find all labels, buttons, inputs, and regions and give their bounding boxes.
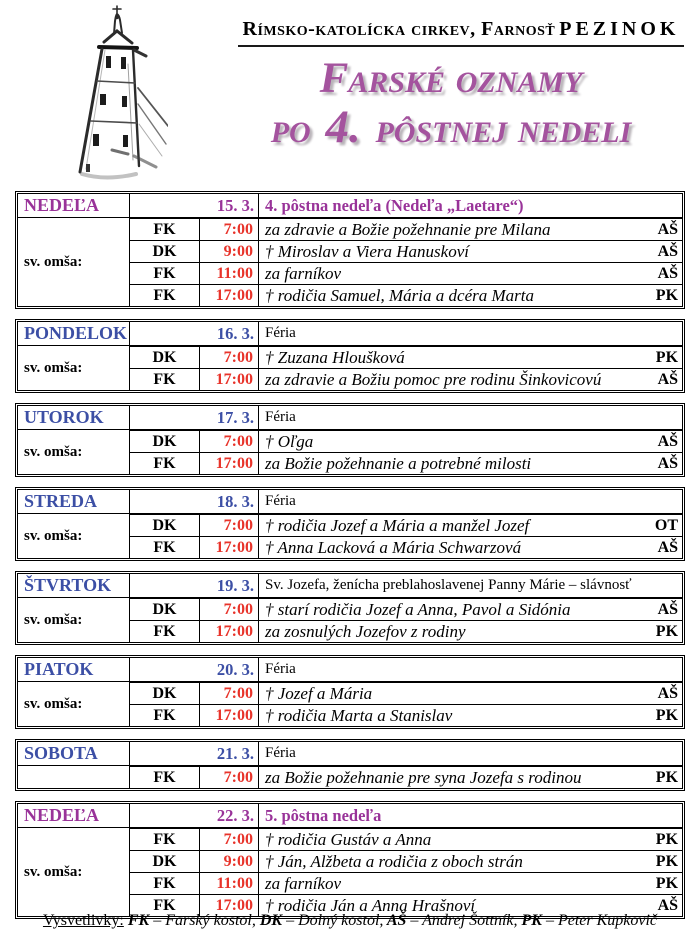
mass-place: FK (130, 872, 200, 894)
mass-time: 17:00 (200, 704, 259, 726)
mass-place: FK (130, 368, 200, 390)
day-table (18, 194, 682, 306)
mass-place: DK (130, 514, 200, 536)
mass-row (18, 682, 682, 704)
mass-time: 7:00 (200, 828, 259, 850)
mass-priest: PK (639, 704, 682, 726)
mass-time: 17:00 (200, 452, 259, 474)
day-table (18, 804, 682, 916)
mass-time: 7:00 (200, 430, 259, 452)
mass-place: DK (130, 598, 200, 620)
mass-place: FK (130, 704, 200, 726)
mass-row (18, 346, 682, 368)
legend-separator: – (541, 912, 558, 929)
title-line-1: Farské oznamy (319, 55, 583, 102)
legend-abbr: DK (255, 912, 283, 929)
day-header-row (18, 742, 682, 766)
mass-time: 11:00 (200, 872, 259, 894)
day-header-row (18, 194, 682, 218)
day-name: ŠTVRTOK (18, 574, 130, 598)
mass-priest: PK (639, 284, 682, 306)
day-table-4 (15, 571, 685, 645)
mass-label: sv. omša: (18, 430, 130, 474)
day-feast: Féria (259, 490, 682, 514)
mass-row (18, 766, 682, 788)
day-date: 16. 3. (130, 322, 259, 346)
day-name: NEDEĽA (18, 194, 130, 218)
legend (0, 912, 700, 930)
mass-intention: za zdravie a Božie požehnanie pre Milana (259, 218, 639, 240)
day-date: 18. 3. (130, 490, 259, 514)
mass-row (18, 430, 682, 452)
mass-intention: † rodičia Ján a Anna Hrašnoví (259, 894, 639, 916)
schedule-tables (15, 191, 685, 929)
day-feast: Sv. Jozefa, ženícha preblahoslavenej Panny Márie – slávnosť (259, 574, 682, 598)
day-table (18, 742, 682, 788)
day-feast: 5. pôstna nedeľa (259, 804, 682, 828)
mass-place: FK (130, 218, 200, 240)
mass-label (18, 766, 130, 788)
mass-place: FK (130, 620, 200, 642)
mass-time: 9:00 (200, 850, 259, 872)
day-table-3 (15, 487, 685, 561)
mass-place: DK (130, 682, 200, 704)
church-tower-sketch-icon (16, 4, 168, 184)
mass-intention: † rodičia Jozef a Mária a manžel Jozef (259, 514, 639, 536)
day-table (18, 574, 682, 642)
organization-header (238, 18, 684, 47)
mass-priest: PK (639, 850, 682, 872)
day-name: SOBOTA (18, 742, 130, 766)
day-date: 17. 3. (130, 406, 259, 430)
day-feast: Féria (259, 658, 682, 682)
mass-label: sv. omša: (18, 682, 130, 726)
title-prefix: po (270, 105, 311, 153)
day-feast: Féria (259, 406, 682, 430)
mass-time: 7:00 (200, 598, 259, 620)
mass-place: FK (130, 894, 200, 916)
legend-meaning: Dolný kostol (298, 912, 380, 929)
legend-label: Vysvetlivky: (42, 912, 124, 929)
day-feast: Féria (259, 322, 682, 346)
day-table (18, 406, 682, 474)
day-header-row (18, 804, 682, 828)
mass-time: 17:00 (200, 368, 259, 390)
mass-row (18, 598, 682, 620)
legend-delimiter: , (251, 912, 256, 929)
legend-delimiter: , (513, 912, 518, 929)
mass-intention: za farníkov (259, 262, 639, 284)
mass-intention: za zosnulých Jozefov z rodiny (259, 620, 639, 642)
legend-abbr: PK (517, 912, 542, 929)
mass-time: 7:00 (200, 766, 259, 788)
mass-place: FK (130, 766, 200, 788)
day-header-row (18, 322, 682, 346)
mass-row (18, 514, 682, 536)
mass-label: sv. omša: (18, 218, 130, 306)
mass-time: 7:00 (200, 218, 259, 240)
mass-priest: AŠ (639, 894, 682, 916)
day-date: 19. 3. (130, 574, 259, 598)
day-name: PIATOK (18, 658, 130, 682)
mass-place: FK (130, 262, 200, 284)
day-name: NEDEĽA (18, 804, 130, 828)
day-table (18, 490, 682, 558)
day-table (18, 658, 682, 726)
mass-priest: AŠ (639, 240, 682, 262)
mass-priest: AŠ (639, 452, 682, 474)
title-line-2 (210, 102, 692, 153)
mass-time: 9:00 (200, 240, 259, 262)
mass-time: 17:00 (200, 536, 259, 558)
legend-meaning: Farský kostol (165, 912, 252, 929)
legend-meaning: Andrej Šottník (422, 912, 514, 929)
day-name: STREDA (18, 490, 130, 514)
mass-priest: AŠ (639, 598, 682, 620)
mass-place: FK (130, 452, 200, 474)
mass-label: sv. omša: (18, 598, 130, 642)
mass-priest: AŠ (639, 218, 682, 240)
mass-time: 7:00 (200, 682, 259, 704)
day-header-row (18, 574, 682, 598)
mass-intention: † starí rodičia Jozef a Anna, Pavol a Sidónia (259, 598, 639, 620)
mass-priest: PK (639, 620, 682, 642)
mass-label: sv. omša: (18, 828, 130, 916)
mass-intention: † rodičia Gustáv a Anna (259, 828, 639, 850)
day-table-6 (15, 739, 685, 791)
mass-time: 17:00 (200, 894, 259, 916)
mass-label: sv. omša: (18, 346, 130, 390)
day-header-row (18, 406, 682, 430)
mass-intention: † Jozef a Mária (259, 682, 639, 704)
church-tower-logo (16, 4, 168, 184)
mass-intention: za Božie požehnanie pre syna Jozefa s rodinou (259, 766, 639, 788)
mass-row (18, 828, 682, 850)
mass-priest: PK (639, 828, 682, 850)
mass-intention: † rodičia Samuel, Mária a dcéra Marta (259, 284, 639, 306)
mass-priest: AŠ (639, 368, 682, 390)
day-table-5 (15, 655, 685, 729)
legend-abbr: FK (127, 912, 150, 929)
day-table-2 (15, 403, 685, 477)
legend-meaning: Peter Kupkovič (557, 912, 658, 929)
mass-place: FK (130, 536, 200, 558)
mass-priest: AŠ (639, 682, 682, 704)
legend-separator: – (149, 912, 166, 929)
mass-time: 17:00 (200, 284, 259, 306)
day-date: 21. 3. (130, 742, 259, 766)
day-date: 20. 3. (130, 658, 259, 682)
mass-place: DK (130, 240, 200, 262)
mass-label: sv. omša: (18, 514, 130, 558)
mass-time: 7:00 (200, 514, 259, 536)
day-table-1 (15, 319, 685, 393)
document-title (210, 56, 692, 153)
mass-priest: PK (639, 346, 682, 368)
mass-intention: † Oľga (259, 430, 639, 452)
mass-intention: za Božie požehnanie a potrebné milosti (259, 452, 639, 474)
mass-priest: AŠ (639, 536, 682, 558)
mass-place: DK (130, 430, 200, 452)
day-feast: 4. pôstna nedeľa (Nedeľa „Laetare“) (259, 194, 682, 218)
day-date: 15. 3. (130, 194, 259, 218)
mass-intention: † rodičia Marta a Stanislav (259, 704, 639, 726)
mass-priest: AŠ (639, 262, 682, 284)
mass-intention: † Zuzana Hloušková (259, 346, 639, 368)
mass-intention: za zdravie a Božiu pomoc pre rodinu Šinkovicovú (259, 368, 639, 390)
day-table-0 (15, 191, 685, 309)
day-table (18, 322, 682, 390)
mass-place: DK (130, 346, 200, 368)
mass-priest: PK (639, 872, 682, 894)
mass-intention: za farníkov (259, 872, 639, 894)
mass-place: FK (130, 828, 200, 850)
title-week-number: 4. (325, 101, 361, 154)
day-name: UTOROK (18, 406, 130, 430)
legend-separator: – (406, 912, 423, 929)
masthead (0, 0, 700, 191)
mass-priest: PK (639, 766, 682, 788)
day-date: 22. 3. (130, 804, 259, 828)
mass-time: 17:00 (200, 620, 259, 642)
day-table-7 (15, 801, 685, 919)
organization-city: PEZINOK (559, 18, 680, 40)
mass-intention: † Ján, Alžbeta a rodičia z oboch strán (259, 850, 639, 872)
mass-intention: † Miroslav a Viera Hanuskoví (259, 240, 639, 262)
legend-delimiter: , (379, 912, 384, 929)
organization-name: Rímsko-katolícka cirkev, Farnosť (242, 18, 556, 40)
mass-place: DK (130, 850, 200, 872)
legend-abbr: AŠ (383, 912, 407, 929)
day-feast: Féria (259, 742, 682, 766)
title-rest: pôstnej nedeli (375, 105, 632, 153)
mass-priest: AŠ (639, 430, 682, 452)
mass-row (18, 218, 682, 240)
day-name: PONDELOK (18, 322, 130, 346)
legend-separator: – (282, 912, 299, 929)
day-header-row (18, 490, 682, 514)
mass-priest: OT (639, 514, 682, 536)
legend-items (128, 912, 657, 929)
mass-place: FK (130, 284, 200, 306)
mass-intention: † Anna Lacková a Mária Schwarzová (259, 536, 639, 558)
mass-time: 7:00 (200, 346, 259, 368)
mass-time: 11:00 (200, 262, 259, 284)
day-header-row (18, 658, 682, 682)
